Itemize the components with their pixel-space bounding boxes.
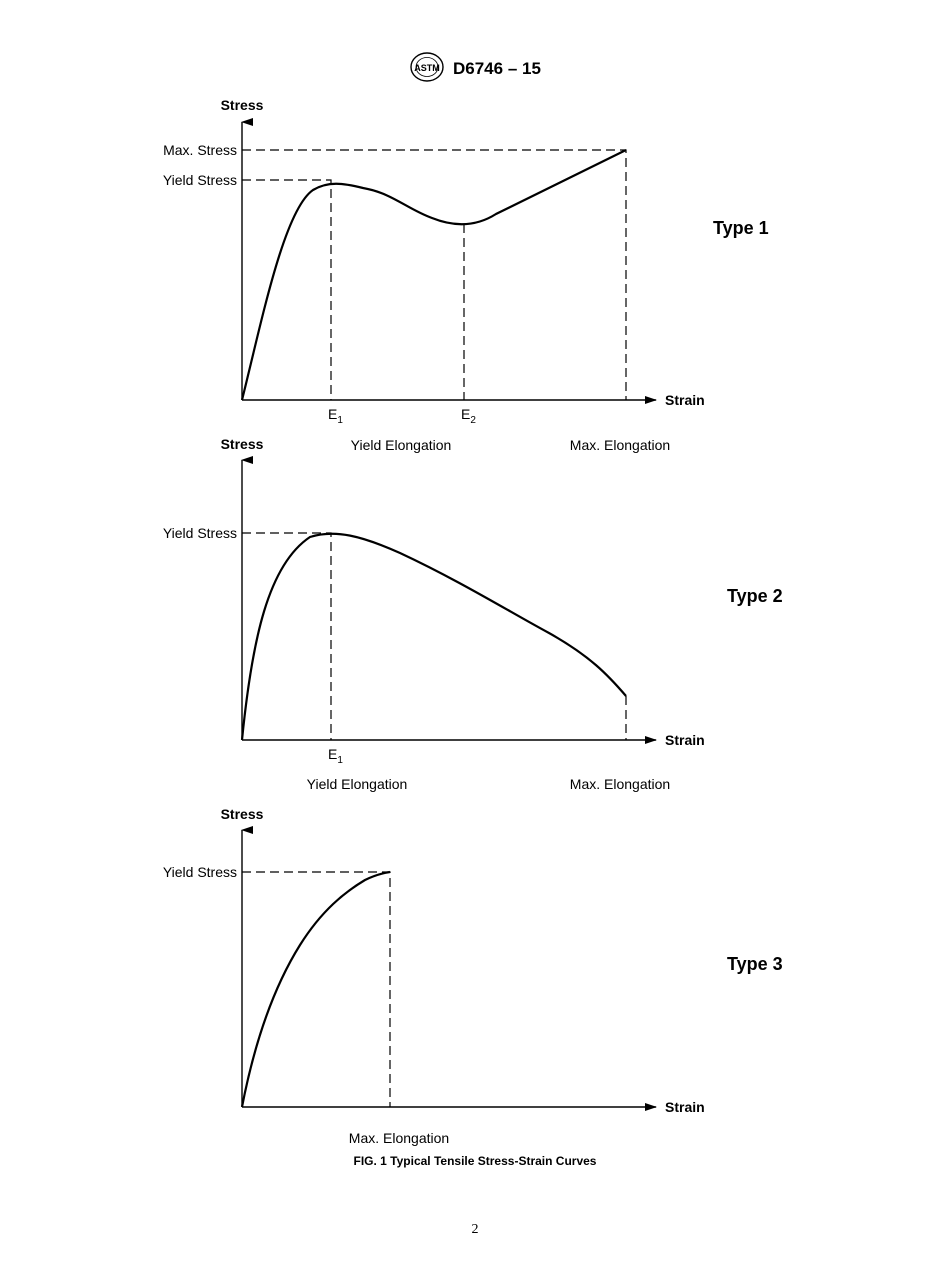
yield-stress-label-3: Yield Stress (162, 864, 237, 880)
logo-text: ASTM (414, 63, 440, 73)
type-label-3: Type 3 (727, 954, 783, 974)
chart-type-2 (163, 436, 783, 792)
stress-strain-curve-3 (242, 872, 390, 1107)
max-stress-guide-1 (242, 150, 626, 400)
e2-label-1: $E_2$ (461, 406, 476, 426)
chart-type-3 (163, 806, 783, 1146)
max-stress-label-1: Max. Stress (163, 142, 237, 158)
yield-stress-guide-3 (242, 872, 390, 1107)
max-elongation-label-1: Max. Elongation (569, 437, 671, 453)
type-label-1: Type 1 (713, 218, 769, 238)
x-axis-label-1: Strain (665, 392, 705, 408)
yield-stress-label-2: Yield Stress (162, 525, 237, 541)
standard-designation: D6746 – 15 (453, 59, 541, 78)
yield-stress-label-1: Yield Stress (162, 172, 237, 188)
stress-strain-curve-2 (242, 534, 626, 740)
chart-type-1 (163, 97, 769, 453)
yield-elongation-label-2: Yield Elongation (306, 776, 408, 792)
yield-stress-guide-2 (242, 533, 331, 740)
y-axis-label-3: Stress (220, 806, 264, 822)
yield-stress-guide-1 (242, 180, 331, 400)
stress-strain-curve-1 (242, 150, 626, 400)
type-label-2: Type 2 (727, 586, 783, 606)
astm-logo-icon (411, 53, 443, 81)
e1-label-2: $E_1$ (328, 746, 343, 766)
e1-label-1: $E_1$ (328, 406, 343, 426)
y-axis-label-2: Stress (220, 436, 264, 452)
max-elongation-label-2: Max. Elongation (569, 776, 671, 792)
page-number: 2 (471, 1222, 479, 1237)
yield-elongation-label-1: Yield Elongation (350, 437, 452, 453)
max-elongation-label-3: Max. Elongation (348, 1130, 450, 1146)
x-axis-label-3: Strain (665, 1099, 705, 1115)
x-axis-label-2: Strain (665, 732, 705, 748)
figure-caption: FIG. 1 Typical Tensile Stress-Strain Curves (353, 1154, 597, 1168)
y-axis-label-1: Stress (220, 97, 264, 113)
